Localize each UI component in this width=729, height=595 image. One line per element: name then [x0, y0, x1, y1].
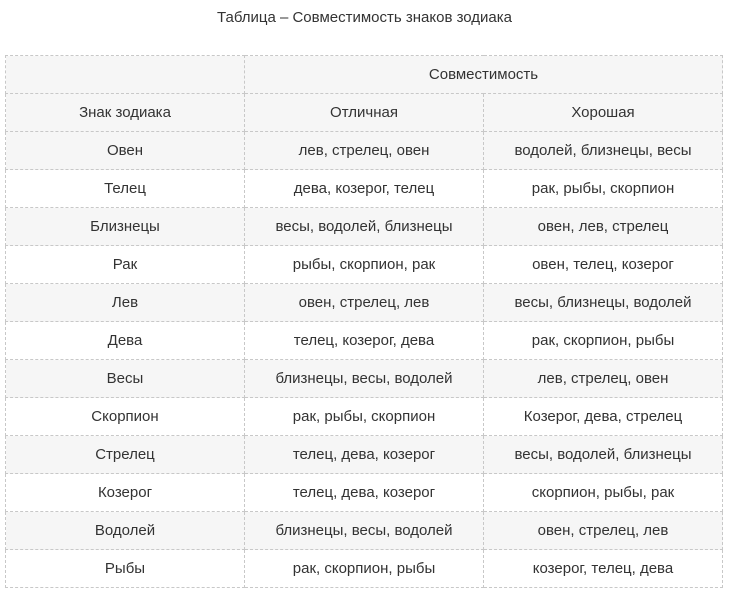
- cell-good: рак, скорпион, рыбы: [484, 322, 723, 360]
- cell-excellent: рак, скорпион, рыбы: [245, 550, 484, 588]
- table-row: [6, 474, 723, 512]
- table-row: [6, 550, 723, 588]
- header-row-columns: [6, 94, 723, 132]
- cell-good: козерог, телец, дева: [484, 550, 723, 588]
- cell-sign: Водолей: [6, 512, 245, 550]
- header-empty-cell: [6, 56, 245, 94]
- cell-excellent: овен, стрелец, лев: [245, 284, 484, 322]
- cell-excellent: весы, водолей, близнецы: [245, 208, 484, 246]
- cell-good: водолей, близнецы, весы: [484, 132, 723, 170]
- cell-good: весы, близнецы, водолей: [484, 284, 723, 322]
- cell-excellent: лев, стрелец, овен: [245, 132, 484, 170]
- cell-sign: Козерог: [6, 474, 245, 512]
- cell-sign: Рыбы: [6, 550, 245, 588]
- cell-sign: Стрелец: [6, 436, 245, 474]
- cell-excellent: близнецы, весы, водолей: [245, 360, 484, 398]
- cell-excellent: дева, козерог, телец: [245, 170, 484, 208]
- table-row: [6, 246, 723, 284]
- cell-good: скорпион, рыбы, рак: [484, 474, 723, 512]
- cell-sign: Телец: [6, 170, 245, 208]
- table-caption: Таблица – Совместимость знаков зодиака: [216, 9, 513, 26]
- cell-sign: Овен: [6, 132, 245, 170]
- header-compatibility: Совместимость: [245, 56, 723, 94]
- table-row: [6, 436, 723, 474]
- cell-good: Козерог, дева, стрелец: [484, 398, 723, 436]
- cell-sign: Весы: [6, 360, 245, 398]
- header-sign: Знак зодиака: [6, 94, 245, 132]
- cell-excellent: телец, козерог, дева: [245, 322, 484, 360]
- cell-excellent: телец, дева, козерог: [245, 436, 484, 474]
- cell-good: овен, стрелец, лев: [484, 512, 723, 550]
- zodiac-compatibility-table: [5, 55, 723, 588]
- table-row: [6, 322, 723, 360]
- table-row: [6, 360, 723, 398]
- cell-good: овен, телец, козерог: [484, 246, 723, 284]
- table-row: [6, 208, 723, 246]
- header-good: Хорошая: [484, 94, 723, 132]
- cell-good: рак, рыбы, скорпион: [484, 170, 723, 208]
- cell-excellent: рыбы, скорпион, рак: [245, 246, 484, 284]
- cell-sign: Лев: [6, 284, 245, 322]
- cell-good: весы, водолей, близнецы: [484, 436, 723, 474]
- table-row: [6, 132, 723, 170]
- cell-excellent: телец, дева, козерог: [245, 474, 484, 512]
- table-body: [6, 56, 723, 588]
- cell-sign: Близнецы: [6, 208, 245, 246]
- cell-sign: Рак: [6, 246, 245, 284]
- cell-excellent: рак, рыбы, скорпион: [245, 398, 484, 436]
- cell-sign: Скорпион: [6, 398, 245, 436]
- header-row-group: [6, 56, 723, 94]
- cell-good: лев, стрелец, овен: [484, 360, 723, 398]
- header-excellent: Отличная: [245, 94, 484, 132]
- cell-excellent: близнецы, весы, водолей: [245, 512, 484, 550]
- table-row: [6, 512, 723, 550]
- table-row: [6, 398, 723, 436]
- table-row: [6, 284, 723, 322]
- table-row: [6, 170, 723, 208]
- cell-sign: Дева: [6, 322, 245, 360]
- cell-good: овен, лев, стрелец: [484, 208, 723, 246]
